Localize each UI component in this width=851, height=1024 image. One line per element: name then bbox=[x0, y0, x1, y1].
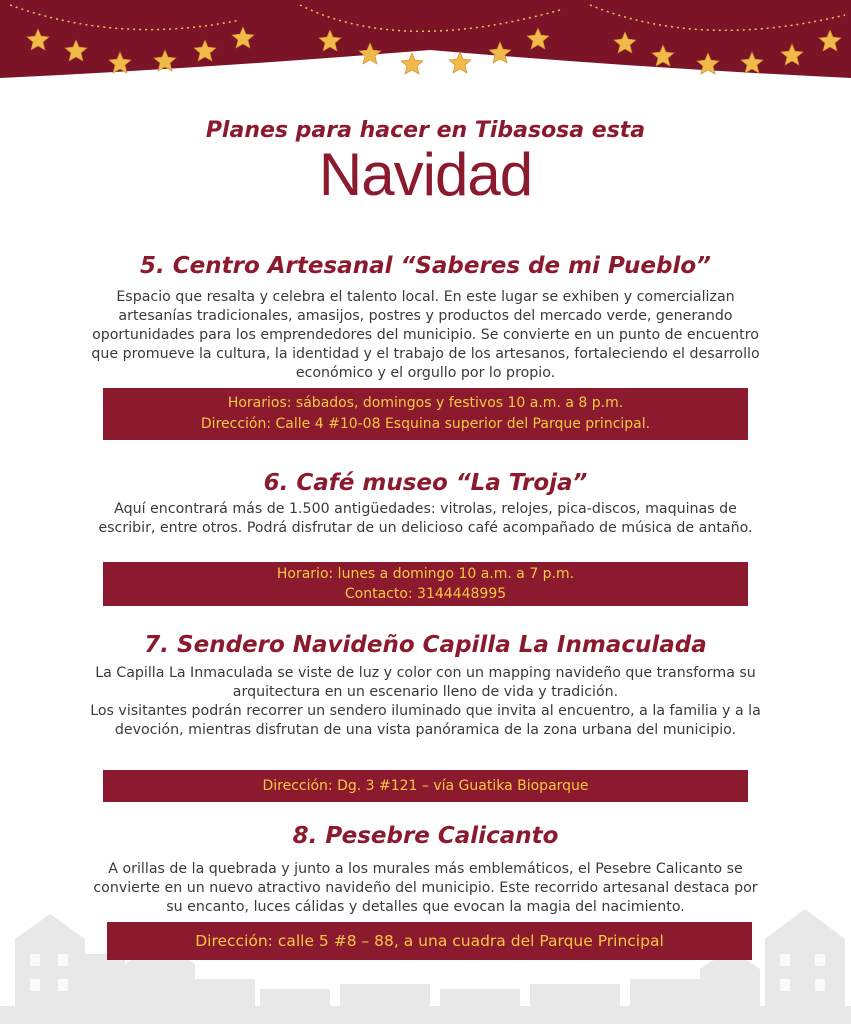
page-subtitle: Planes para hacer en Tibasosa esta bbox=[205, 118, 646, 143]
star-icon bbox=[401, 53, 423, 74]
description-text-2: Los visitantes podrán recorrer un sendero iluminado que invita al encuentro, a la familia y a la devoción, mientras disfrutan de una vista panóramica de la zona urbana del municipio. bbox=[90, 703, 761, 738]
star-icon bbox=[449, 52, 471, 73]
section-description bbox=[90, 288, 761, 383]
section-title: 7. Sendero Navideño Capilla La Inmaculada bbox=[144, 632, 707, 658]
description-text: Aquí encontrará más de 1.500 antigüedades: vitrolas, relojes, pica-discos, maquinas de escribir, entre otros. Podrá disfrutar de un delicioso café acompañado de música de antaño. bbox=[98, 501, 753, 536]
schedule-text: Horario: lunes a domingo 10 a.m. a 7 p.m. bbox=[276, 566, 575, 582]
address-text: Dirección: Dg. 3 #121 – vía Guatika Bioparque bbox=[262, 778, 589, 794]
schedule-text: Horarios: sábados, domingos y festivos 10 a.m. a 8 p.m. bbox=[227, 395, 624, 411]
info-banner bbox=[103, 562, 748, 606]
section-description bbox=[90, 500, 761, 538]
address-text: Dirección: Calle 4 #10-08 Esquina superior del Parque principal. bbox=[200, 416, 651, 432]
description-text: A orillas de la quebrada y junto a los murales más emblemáticos, el Pesebre Calicanto se convierte en un nuevo atractivo navideño del municipio. Este recorrido artesanal destaca por su encanto, luces cálidas y detalles que evocan la magia del nacimiento. bbox=[93, 861, 758, 915]
info-banner bbox=[103, 770, 748, 802]
section-description bbox=[90, 860, 761, 917]
page-title: Navidad bbox=[318, 141, 533, 208]
description-text: La Capilla La Inmaculada se viste de luz y color con un mapping navideño que transforma su arquitectura en un escenario lleno de vida y tradición. bbox=[95, 665, 756, 700]
description-text: Espacio que resalta y celebra el talento local. En este lugar se exhiben y comercializan artesanías tradicionales, amasijos, postres y productos del mercado verde, generando oportunidades para los emprendedores del municipio. Se convierte en un punto de encuentro que promueve la cultura, la identidad y el trabajo de los artesanos, fortaleciendo el desarrollo económico y el orgullo por lo propio. bbox=[91, 289, 760, 381]
section-title: 8. Pesebre Calicanto bbox=[292, 823, 559, 849]
info-banner bbox=[103, 388, 748, 440]
section-title: 6. Café museo “La Troja” bbox=[263, 470, 588, 496]
section-description bbox=[90, 664, 761, 740]
curtain-garland-decoration bbox=[0, 0, 851, 90]
contact-text: Contacto: 3144448995 bbox=[344, 586, 507, 602]
info-banner bbox=[107, 922, 752, 960]
address-text: Dirección: calle 5 #8 – 88, a una cuadra del Parque Principal bbox=[195, 932, 664, 950]
section-title: 5. Centro Artesanal “Saberes de mi Pueblo” bbox=[140, 253, 711, 279]
